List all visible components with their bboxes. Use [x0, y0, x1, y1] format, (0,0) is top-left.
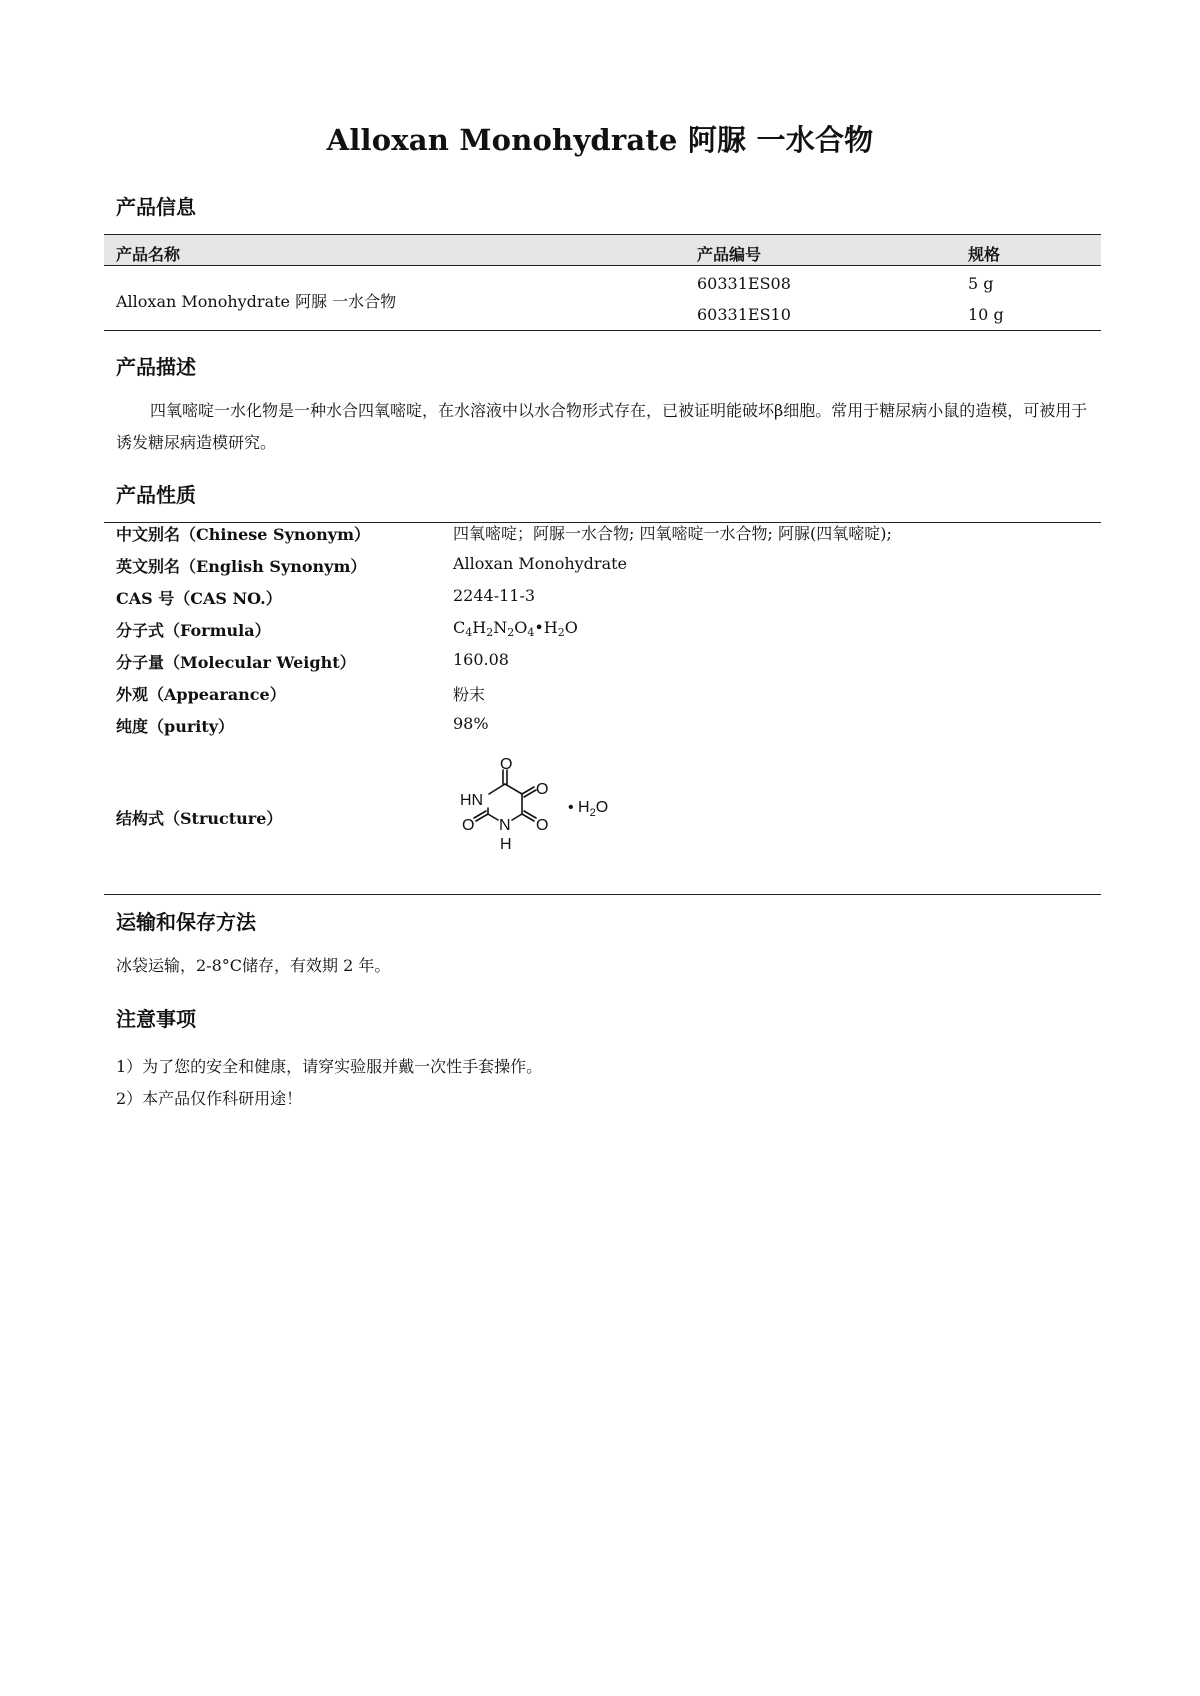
property-value: 粉末 — [453, 685, 486, 704]
property-label: 中文别名（Chinese Synonym） — [116, 525, 371, 544]
formula-value: $C_4H_2N_2O_4•H_2O$ — [453, 618, 578, 639]
product-spec-cell: 10 g — [968, 305, 1004, 324]
note-item: 2）本产品仅作科研用途！ — [116, 1089, 303, 1108]
column-header-code: 产品编号 — [697, 245, 762, 264]
atom-label: N — [499, 817, 511, 834]
structure-label: 结构式（Structure） — [116, 809, 283, 828]
atom-label: O — [536, 817, 549, 834]
section-heading-properties: 产品性质 — [116, 483, 196, 507]
section-heading-notes: 注意事项 — [116, 1007, 196, 1031]
atom-label: HN — [460, 792, 484, 809]
table-header-background — [104, 235, 1101, 265]
property-label: 英文别名（English Synonym） — [116, 557, 367, 576]
property-label: CAS 号（CAS NO.） — [116, 589, 282, 608]
storage-text: 冰袋运输，2-8°C储存，有效期 2 年。 — [116, 956, 391, 975]
property-label: 分子量（Molecular Weight） — [116, 653, 356, 672]
atom-label: H — [500, 836, 512, 853]
product-code-cell: 60331ES10 — [697, 305, 791, 324]
description-text: 四氧嘧啶一水化物是一种水合四氧嘧啶，在水溶液中以水合物形式存在，已被证明能破坏β细胞。常用于糖尿病小鼠的造模，可被用于诱发糖尿病造模研究。 — [116, 401, 1088, 452]
section-heading-product-info: 产品信息 — [116, 195, 196, 219]
property-label: 外观（Appearance） — [116, 685, 286, 704]
product-code-cell: 60331ES08 — [697, 274, 791, 293]
product-spec-cell: 5 g — [968, 274, 994, 293]
section-heading-description: 产品描述 — [116, 355, 196, 379]
atom-label: O — [536, 781, 549, 798]
column-header-name: 产品名称 — [116, 245, 181, 264]
structure-diagram — [452, 758, 622, 874]
property-value: 98% — [453, 714, 489, 733]
property-label: 纯度（purity） — [116, 717, 235, 736]
property-value: 四氧嘧啶；阿脲一水合物; 四氧嘧啶一水合物; 阿脲(四氧嘧啶); — [453, 524, 892, 543]
ring-bond — [512, 814, 522, 820]
properties-bottom-rule — [104, 894, 1101, 895]
property-value: 160.08 — [453, 650, 509, 669]
atom-label: O — [462, 817, 475, 834]
section-heading-storage: 运输和保存方法 — [116, 910, 256, 934]
table-top-rule — [104, 234, 1101, 235]
property-label: 分子式（Formula） — [116, 621, 271, 640]
hydrate-label: • $H_2O$ — [568, 799, 609, 819]
ring-bond — [489, 784, 505, 794]
property-value: 2244-11-3 — [453, 586, 536, 605]
note-item: 1）为了您的安全和健康，请穿实验服并戴一次性手套操作。 — [116, 1057, 543, 1076]
property-value: Alloxan Monohydrate — [453, 554, 627, 573]
ring-bond — [488, 814, 498, 820]
table-header-rule — [104, 265, 1101, 266]
product-name-cell: Alloxan Monohydrate 阿脲 一水合物 — [116, 292, 397, 311]
atom-label: O — [500, 758, 513, 773]
table-bottom-rule — [104, 330, 1101, 331]
ring-bond — [505, 784, 522, 794]
column-header-spec: 规格 — [968, 245, 1001, 264]
page-title: Alloxan Monohydrate 阿脲 一水合物 — [326, 123, 874, 157]
